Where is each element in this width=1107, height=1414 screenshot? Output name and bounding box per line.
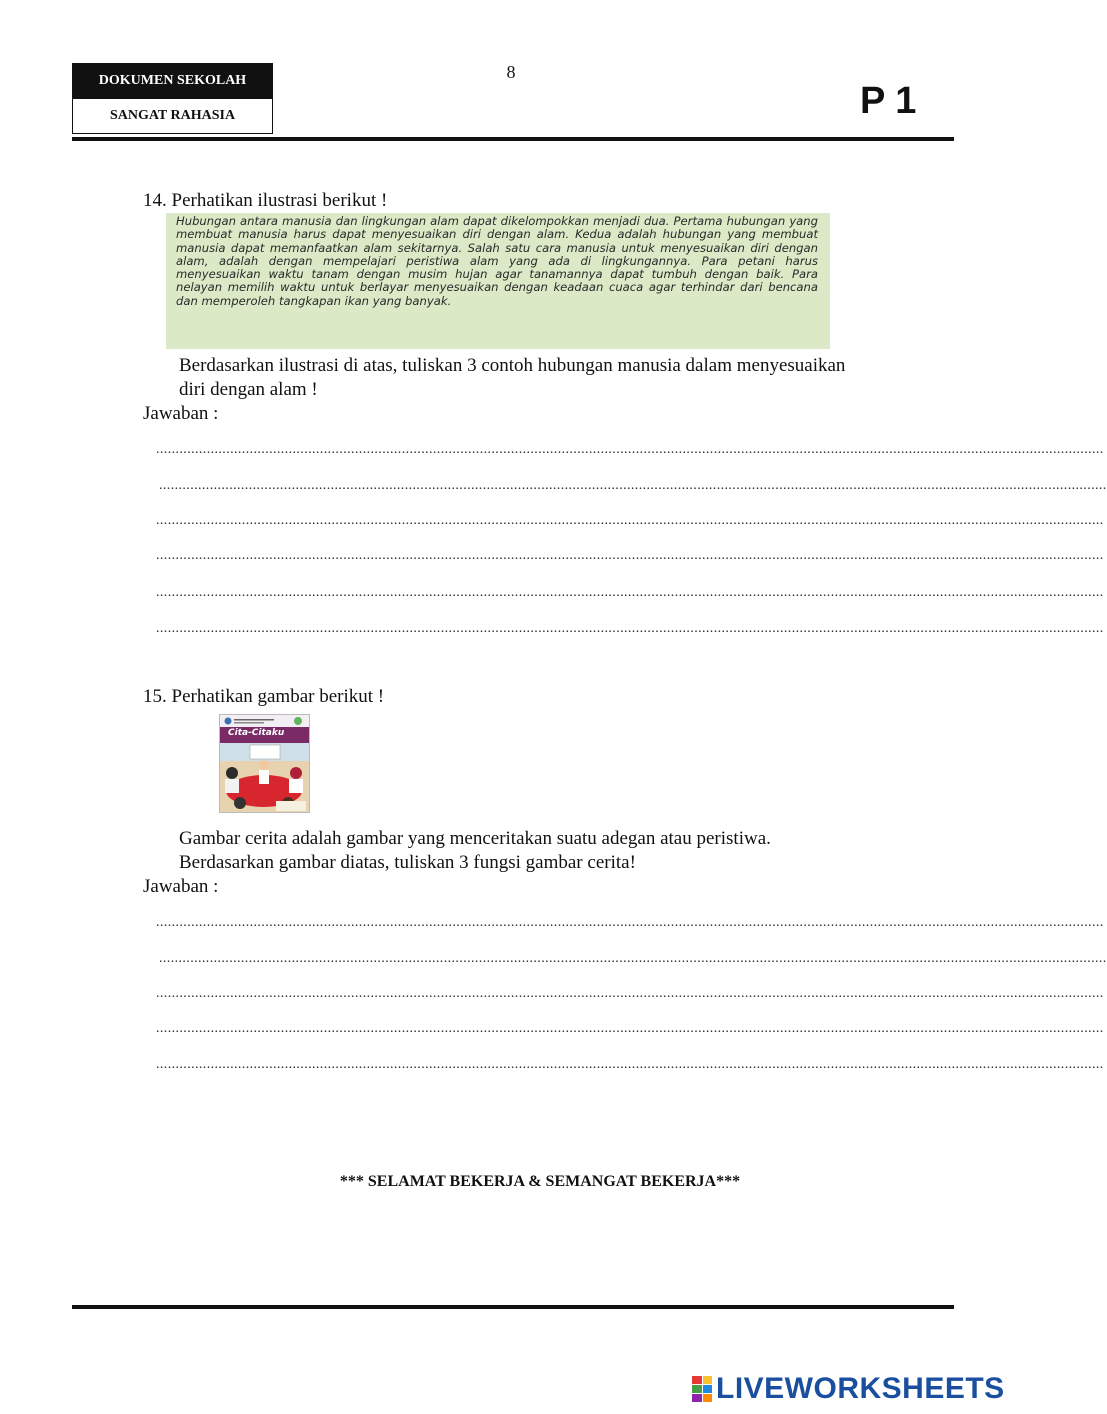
illustration-text-box: Hubungan antara manusia dan lingkungan alam dapat dikelompokkan menjadi dua. Pertama hubungan yang membuat manusia harus dapat menyesuaikan diri dengan alam. Kedua adalah hubungan yang membuat manusia dapat memanfaatkan alam sekitarnya. Salah satu cara manusia untuk menyesuaikan diri dengan alam, adalah dengan mempelajari peristiwa alam yang ada di lingkungannya. Para petani harus menyesuaikan waktu tanam dengan musim hujan agar tanamannya dapat tumbuh dengan baik. Para nelayan memilih waktu untuk berlayar menyesuaikan dengan keadaan cuaca agar terhindar dari bencana dan memperoleh tangkapan ikan yang banyak.: [166, 213, 830, 349]
answer-line[interactable]: ...................................................................................................................................................................................................................................................: [159, 478, 1107, 493]
document-label-box: DOKUMEN SEKOLAH: [72, 63, 273, 99]
cover-illustration: [220, 743, 309, 812]
page-number: 8: [506, 62, 516, 82]
question-14-answer-label: Jawaban :: [143, 403, 219, 424]
confidential-label-box: SANGAT RAHASIA: [72, 99, 273, 134]
package-code: P 1: [860, 80, 917, 122]
answer-line[interactable]: ...................................................................................................................................................................................................................................................: [156, 1057, 1104, 1072]
answer-line[interactable]: ...................................................................................................................................................................................................................................................: [156, 1021, 1104, 1036]
question-14-prompt-line2: diri dengan alam !: [179, 379, 318, 400]
footer-divider: [72, 1305, 954, 1309]
liveworksheets-logo[interactable]: [692, 1372, 1005, 1406]
closing-message: *** SELAMAT BEKERJA & SEMANGAT BEKERJA***: [339, 1173, 741, 1190]
answer-line[interactable]: ...................................................................................................................................................................................................................................................: [156, 915, 1104, 930]
question-15-prompt-line1: Gambar cerita adalah gambar yang menceritakan suatu adegan atau peristiwa.: [179, 828, 771, 849]
answer-line[interactable]: ...................................................................................................................................................................................................................................................: [156, 513, 1104, 528]
question-14-title: 14. Perhatikan ilustrasi berikut !: [143, 190, 388, 211]
answer-line[interactable]: ...................................................................................................................................................................................................................................................: [156, 442, 1104, 457]
answer-line[interactable]: ...................................................................................................................................................................................................................................................: [156, 585, 1104, 600]
liveworksheets-wordmark: LIVEWORKSHEETS: [716, 1372, 1005, 1405]
question-15-answer-label: Jawaban :: [143, 876, 219, 897]
question-14-prompt-line1: Berdasarkan ilustrasi di atas, tuliskan 3 contoh hubungan manusia dalam menyesuaikan: [179, 355, 846, 376]
liveworksheets-logo-icon: [692, 1376, 712, 1402]
book-cover-image: [219, 714, 310, 813]
header-divider: [72, 137, 954, 141]
answer-line[interactable]: ...................................................................................................................................................................................................................................................: [156, 986, 1104, 1001]
question-15-prompt-line2: Berdasarkan gambar diatas, tuliskan 3 fungsi gambar cerita!: [179, 852, 636, 873]
answer-line[interactable]: ...................................................................................................................................................................................................................................................: [159, 951, 1107, 966]
cover-title: Cita-Citaku: [228, 728, 285, 738]
question-15-title: 15. Perhatikan gambar berikut !: [143, 686, 385, 707]
answer-line[interactable]: ...................................................................................................................................................................................................................................................: [156, 621, 1104, 636]
cover-header-strip: [220, 715, 309, 727]
answer-line[interactable]: ...................................................................................................................................................................................................................................................: [156, 548, 1104, 563]
